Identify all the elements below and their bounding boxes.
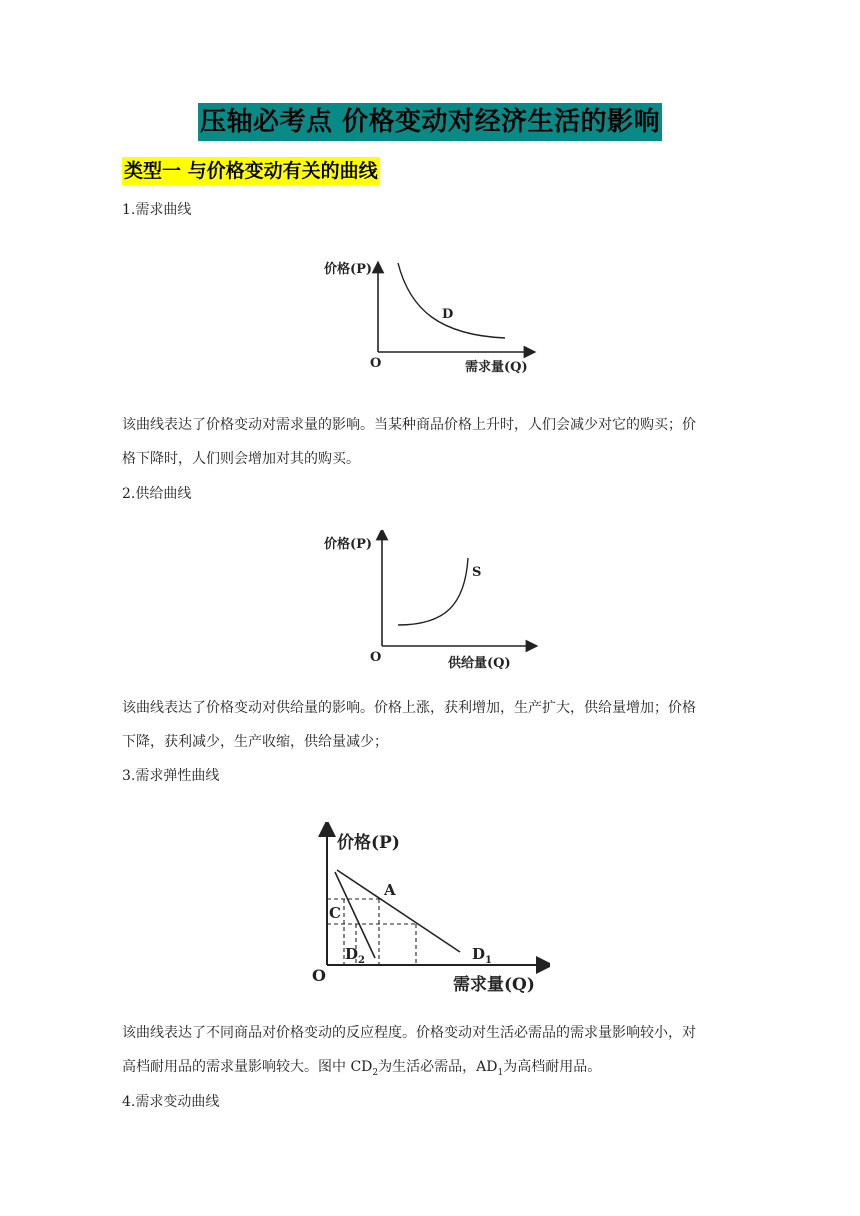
paragraph-supply <box>122 691 742 759</box>
label-d2: $D_2$ <box>345 945 365 966</box>
y-axis-label: 价格(P) <box>324 262 373 277</box>
point-label-c: C <box>329 904 341 922</box>
heading-elasticity-curve: 3.需求弹性曲线 <box>122 768 220 784</box>
point-label-a: A <box>384 881 396 899</box>
heading-demand-shift-curve: 4.需求变动曲线 <box>122 1094 220 1110</box>
paragraph-line: 该曲线表达了不同商品对价格变动的反应程度。价格变动对生活必需品的需求量影响较小，对 <box>122 1025 696 1041</box>
title-container <box>0 103 860 141</box>
demand-curve-figure <box>320 255 540 380</box>
y-axis-label: 价格(P) <box>324 537 373 552</box>
section-heading: 类型一 与价格变动有关的曲线 <box>122 157 380 185</box>
paragraph-elasticity <box>122 1016 742 1090</box>
origin-label: O <box>312 966 326 985</box>
curve-label-d: D <box>442 307 454 322</box>
origin-label: O <box>370 650 382 665</box>
page-title: 压轴必考点 价格变动对经济生活的影响 <box>198 103 662 141</box>
heading-demand-curve: 1.需求曲线 <box>122 202 192 218</box>
demand-curve-line <box>398 263 505 338</box>
y-axis-label: 价格(P) <box>337 833 400 853</box>
paragraph-line: 下降，获利减少，生产收缩，供给量减少； <box>122 734 388 750</box>
label-d1: $D_1$ <box>472 945 492 966</box>
paragraph-line: 高档耐用品的需求量影响较大。图中 $CD_2$为生活必需品，$AD_1$为高档耐用品。 <box>122 1059 602 1078</box>
paragraph-line: 该曲线表达了价格变动对需求量的影响。当某种商品价格上升时，人们会减少对它的购买；价 <box>122 417 696 433</box>
supply-curve-line <box>398 558 468 625</box>
elasticity-curve-figure <box>310 822 550 1000</box>
x-axis-label: 供给量(Q) <box>448 656 511 671</box>
curve-label-s: S <box>472 565 482 580</box>
paragraph-demand <box>122 408 742 476</box>
origin-label: O <box>370 356 382 371</box>
paragraph-line: 格下降时，人们则会增加对其的购买。 <box>122 451 360 467</box>
paragraph-line: 该曲线表达了价格变动对供给量的影响。价格上涨，获利增加，生产扩大，供给量增加；价格 <box>122 700 696 716</box>
heading-supply-curve: 2.供给曲线 <box>122 486 192 502</box>
x-axis-label: 需求量(Q) <box>465 360 528 375</box>
supply-curve-figure <box>320 530 540 675</box>
x-axis-label: 需求量(Q) <box>453 975 535 995</box>
